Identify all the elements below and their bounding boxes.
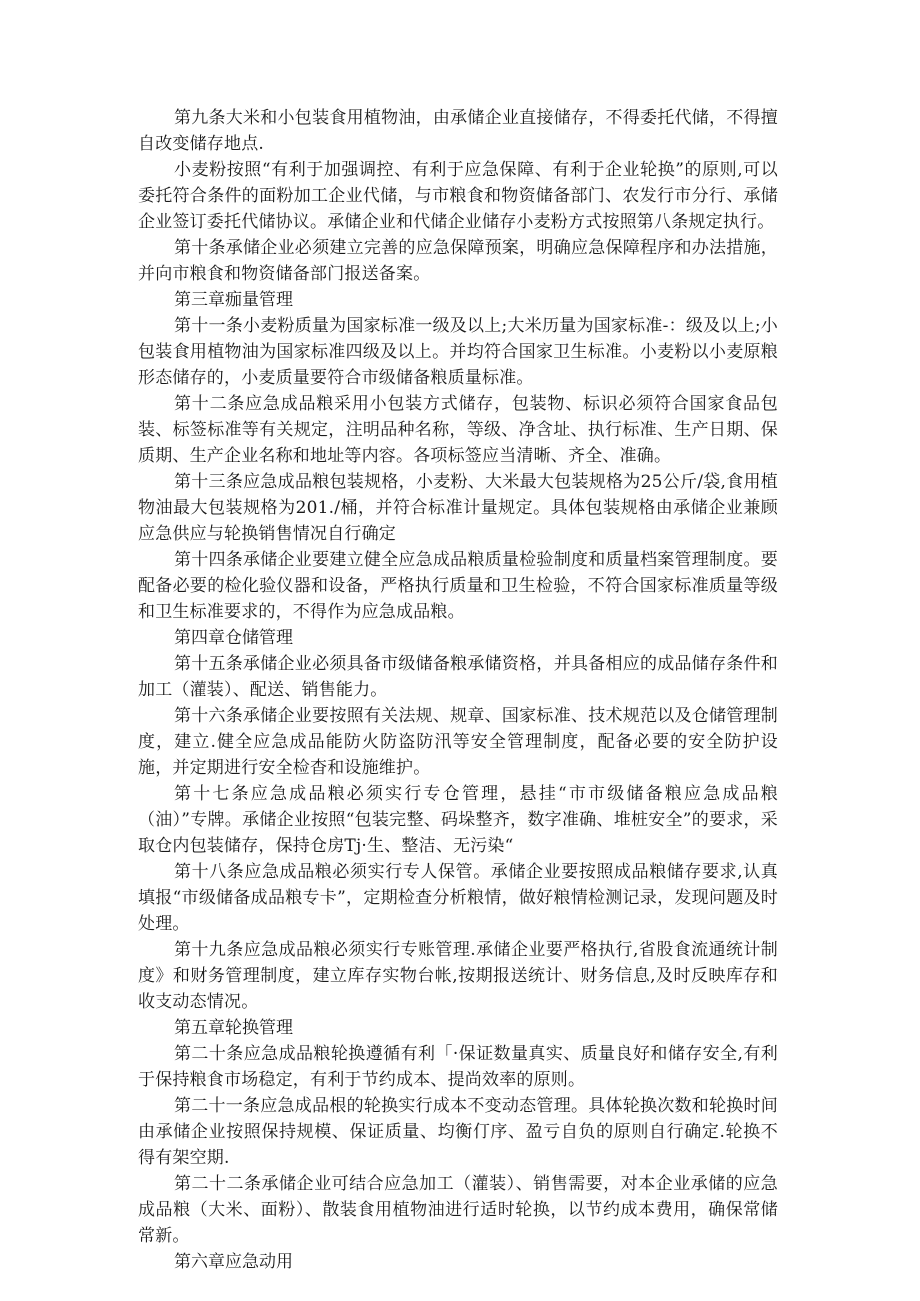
article-19: 第十九条应急成品粮必须实行专账管理.承储企业要严格执行,省股食流通统计制度》和财务管理制度，建立库存实物台帐,按期报送统计、财务信息,及时反映库存和收支动态情况。 — [138, 940, 778, 1012]
chapter-6-heading: 第六章应急动用 — [174, 1252, 293, 1272]
chapter-4-heading: 第四章仓储管理 — [174, 628, 293, 648]
article-16: 第十六条承储企业要按照有关法规、规章、国家标准、技术规范以及仓储管理制度，建立.健全应急成品能防火防盗防汛等安全管理制度，配备必要的安全防护设施，并定期进行安全检杳和设施维护。 — [138, 706, 778, 778]
article-20: 第二十条应急成品粮轮换遵循有利「·保证数量真实、质量良好和储存安全,有利于保持粮食市场稳定，有利于节约成本、提尚效率的原则。 — [138, 1044, 778, 1090]
article-15: 第十五条承储企业必须具备市级储备粮承储资格，并具备相应的成品储存条件和加工（灌装）、配送、销售能力。 — [138, 654, 778, 700]
article-22: 第二十二条承储企业可结合应急加工（灌装）、销售需要，对本企业承储的应急成品粮（大米、面粉）、散装食用植物油进行适时轮换，以节约成本费用，确保常储常新。 — [138, 1174, 778, 1246]
document-body — [138, 105, 778, 1275]
article-11: 第十一条小麦粉质量为国家标准一级及以上;大米历量为国家标准-：级及以上;小包装食用植物油为国家标准四级及以上。并均符合国家卫生标准。小麦粉以小麦原粮形态储存的，小麦质量要符合市级储备粮质量标准。 — [138, 316, 778, 388]
article-10: 第十条承储企业必须建立完善的应急保障预案，明确应急保障程序和办法措施，并向市粮食和物资储备部门报送备案。 — [138, 238, 778, 284]
article-13: 第十三条应急成品粮包装规格，小麦粉、大米最大包装规格为25公斤/袋,食用植物油最大包装规格为201./桶，并符合标准计量规定。具体包装规格由承储企业兼顾应急供应与轮换销售情况自行确定 — [138, 472, 778, 544]
article-12: 第十二条应急成品粮采用小包装方式储存，包装物、标识必须符合国家食品包装、标签标准等有关规定，注明品种名称，等级、净含址、执行标准、生产日期、保质期、生产企业名称和地址等内容。各项标签应当清晰、齐全、准确。 — [138, 394, 778, 466]
article-17: 第十七条应急成品粮必须实行专仓管理，悬挂“市市级储备粮应急成品粮（油）”专牌。承储企业按照“包装完整、码垛整齐，数字准确、堆桩安全”的要求，采取仓内包装储存，保持仓房Tj·生、整洁、无污染“ — [138, 784, 778, 856]
article-18: 第十八条应急成品粮必须实行专人保管。承储企业要按照成品粮储存要求,认真填报“市级储备成品粮专卡”，定期检查分析粮情，做好粮情检测记录，发现问题及时处理。 — [138, 862, 778, 934]
chapter-3-heading: 第三章痂量管理 — [174, 290, 293, 310]
article-9: 第九条大米和小包装食用植物油，由承储企业直接储存，不得委托代储，不得擅自改变储存地点. — [138, 108, 778, 154]
article-9-wheat-flour: 小麦粉按照“有利于加强调控、有利于应急保障、有利于企业轮换”的原则,可以委托符合条件的面粉加工企业代储，与市粮食和物资储备部门、农发行市分行、承储企业签订委托代储协议。承储企业和代储企业储存小麦粉方式按照第八条规定执行。 — [138, 160, 778, 232]
chapter-5-heading: 第五章轮换管理 — [174, 1018, 293, 1038]
article-14: 第十四条承储企业要建立健全应急成品粮质量检验制度和质量档案管理制度。要配备必要的检化验仪器和设备，严格执行质量和卫生检验，不符合国家标准质量等级和卫生标准要求的，不得作为应急成品粮。 — [138, 550, 778, 622]
article-21: 第二十一条应急成品根的轮换实行成本不变动态管理。具体轮换次数和轮换时间由承储企业按照保持规模、保证质量、均衡仃序、盈亏自负的原则自行确定.轮换不得有架空期. — [138, 1096, 778, 1168]
